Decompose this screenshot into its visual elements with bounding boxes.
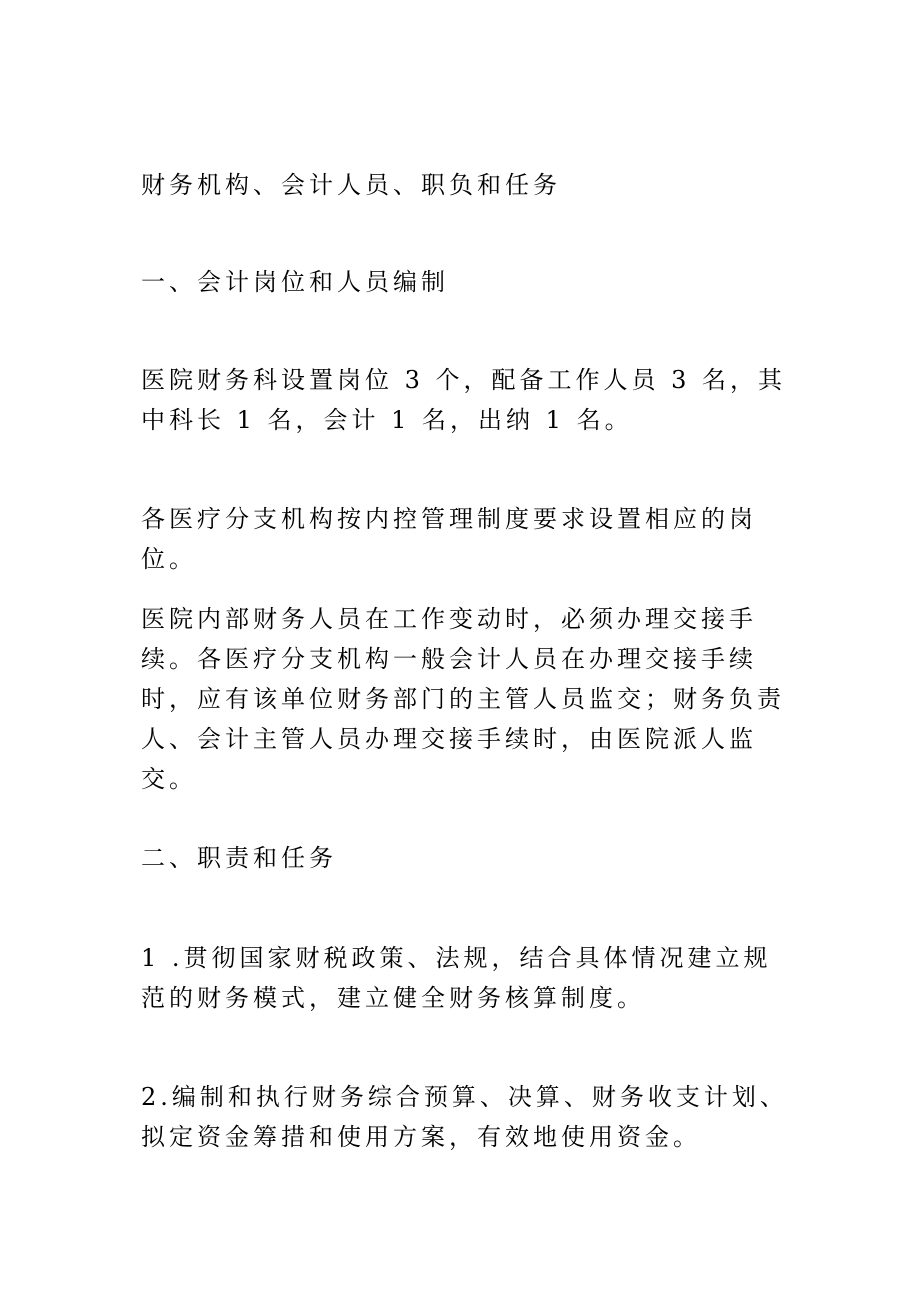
handover-paragraph: 医院内部财务人员在工作变动时，必须办理交接手续。各医疗分支机构一般会计人员在办理交接手续时，应有该单位财务部门的主管人员监交；财务负责人、会计主管人员办理交接手续时，由医院派人监交。 (141, 605, 785, 793)
document-title: 财务机构、会计人员、职负和任务 (141, 171, 561, 199)
branch-posts-paragraph: 各医疗分支机构按内控管理制度要求设置相应的岗位。 (141, 505, 757, 573)
duty-item-1: 1 .贯彻国家财税政策、法规，结合具体情况建立规范的财务模式，建立健全财务核算制度。 (141, 944, 772, 1012)
section-heading-accounting-posts: 一、会计岗位和人员编制 (141, 268, 449, 296)
section-heading-duties: 二、职责和任务 (141, 844, 337, 872)
duty-item-2: 2.编制和执行财务综合预算、决算、财务收支计划、拟定资金筹措和使用方案，有效地使用资金。 (141, 1083, 788, 1151)
staffing-paragraph: 医院财务科设置岗位 3 个，配备工作人员 3 名，其中科长 1 名，会计 1 名，出纳 1 名。 (141, 366, 787, 434)
